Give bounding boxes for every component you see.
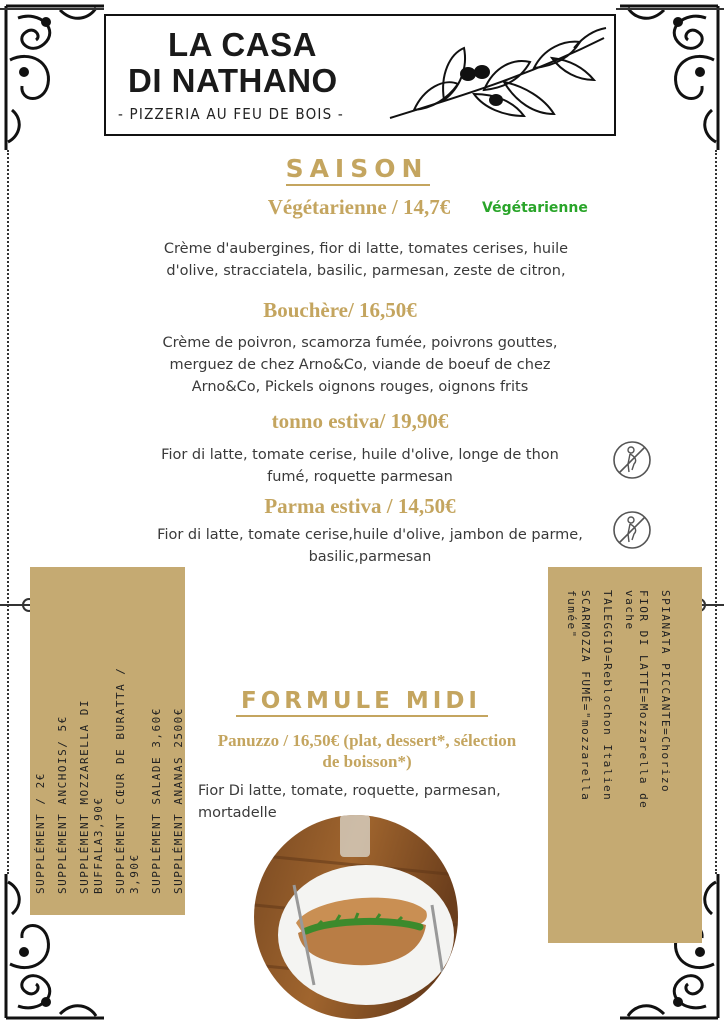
item-desc-bouchere: Crème de poivron, scamorza fumée, poivrons gouttes, merguez de chez Arno&Co, viande de boeuf de chez Arno&Co, Pickels oignons rouges, oignons frits (162, 335, 558, 395)
supplement-line: SUPPLÉMENT ANANAS 2500€ (172, 707, 185, 894)
item-title-tonno-estiva: tonno estiva/ 19,90€ (271, 409, 449, 433)
supplement-line: SUPPLÉMENT CŒUR DE BURATTA / (114, 666, 127, 894)
corner-ornament-icon (0, 0, 104, 150)
item-title-parma-estiva: Parma estiva / 14,50€ (264, 494, 456, 518)
right-border (715, 150, 717, 874)
supplement-line: BUFFALA3,90€ (92, 796, 105, 894)
item-desc-tonno-estiva: Fior di latte, tomate cerise, huile d'olive, longe de thon fumé, roquette parmesan (161, 447, 559, 485)
item-title-bouchere: Bouchère/ 16,50€ (263, 298, 417, 322)
section-title-saison: SAISON (285, 154, 429, 183)
formule-item-desc: Fior Di latte, tomate, roquette, parmesan, mortadelle (198, 783, 501, 821)
formule-underline (236, 715, 488, 717)
no-pregnant-icon (612, 440, 652, 480)
top-rule-left (0, 8, 104, 10)
vegetarian-badge: Végétarienne (482, 200, 588, 216)
section-title-formule-midi: FORMULE MIDI (240, 688, 481, 714)
saison-underline (286, 184, 430, 186)
corner-ornament-icon (620, 0, 724, 150)
glossary-line: SPIANATA PICCANTE=Chorizo (659, 590, 672, 794)
glossary-line: FIOR DI LATTE=Mozzarella de (637, 590, 650, 810)
supplement-line: SUPPLÉMENT ANCHOIS/ 5€ (56, 715, 69, 894)
formule-item-title: Panuzzo / 16,50€ (plat, dessert*, sélection de boisson*) (217, 731, 517, 771)
item-desc-parma-estiva: Fior di latte, tomate cerise,huile d'olive, jambon de parme, basilic,parmesan (157, 527, 583, 565)
supplement-line: SUPPLÉMENT MOZZARELLA DI (78, 699, 91, 894)
glossary-line: TALEGGIO=Reblochon Italien (601, 590, 614, 802)
panuzzo-photo (254, 815, 458, 1019)
top-rule-right (616, 8, 724, 10)
brand-line-1: LA CASA (168, 26, 317, 63)
tagline: - PIZZERIA AU FEU DE BOIS - (118, 105, 344, 123)
supplement-line: 3,90€ (128, 853, 141, 894)
brand-line-2: DI NATHANO (128, 62, 338, 99)
supplement-line: SUPPLÉMENT / 2€ (34, 772, 47, 894)
olive-branch-icon (384, 18, 612, 130)
item-desc-vegetarienne: Crème d'aubergines, fior di latte, tomates cerises, huile d'olive, stracciatela, basilic, parmesan, zeste de citron, (163, 241, 569, 279)
item-title-vegetarienne: Végétarienne / 14,7€ (267, 195, 451, 219)
no-pregnant-icon (612, 510, 652, 550)
supplement-line: SUPPLÉMENT SALADE 3,60€ (150, 707, 163, 894)
left-border (7, 150, 9, 874)
glossary-line: fumée" (565, 590, 578, 639)
glossary-line: vache (623, 590, 636, 631)
glossary-line: SCARMOZZA FUMÉ="mozzarella (579, 590, 592, 802)
